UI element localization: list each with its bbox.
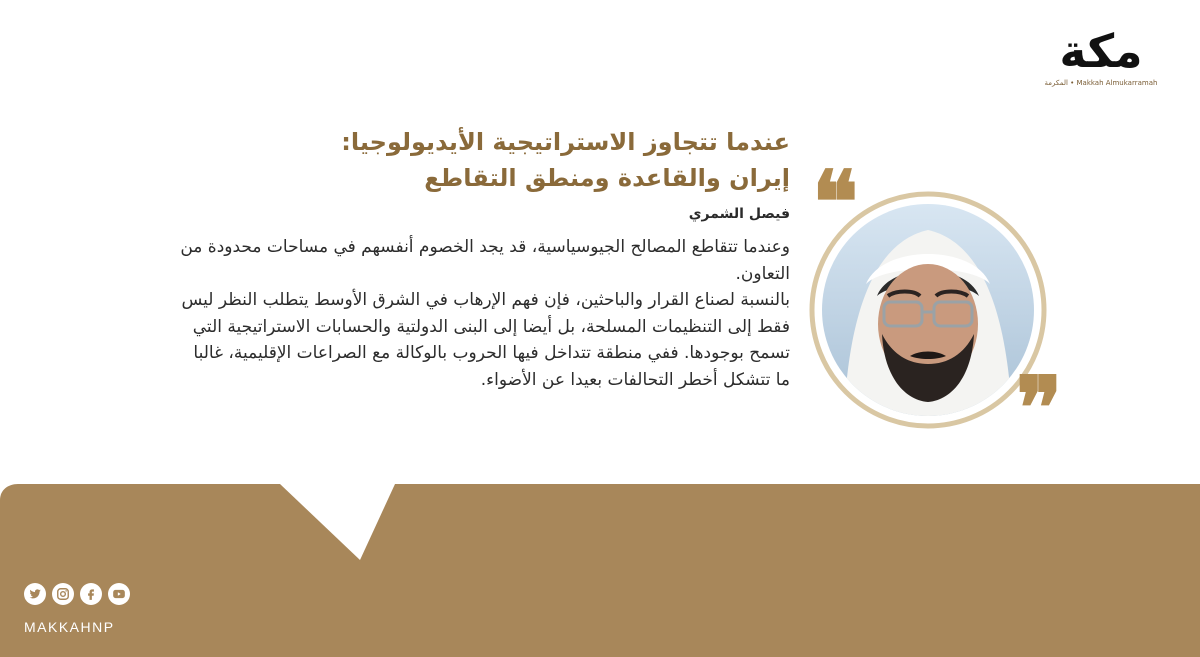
social-handle: MAKKAHNP (24, 619, 115, 635)
brand-logo (1040, 26, 1162, 92)
instagram-icon[interactable] (52, 583, 74, 605)
title-line-1: عندما تتجاوز الاستراتيجية الأيديولوجيا: (341, 128, 790, 156)
logo-subtitle: Makkah Almukarramah • المكرمة (1044, 79, 1158, 87)
title-line-2: إيران والقاعدة ومنطق التقاطع (424, 164, 790, 192)
social-links (24, 583, 130, 605)
open-quote-icon: ❝ (812, 152, 859, 253)
article-title (230, 124, 790, 196)
logo-wordmark: مكة (1059, 24, 1143, 78)
paragraph-2: بالنسبة لصناع القرار والباحثين، فإن فهم الإرهاب في الشرق الأوسط يتطلب النظر ليس فقط إلى التنظيمات المسلحة، بل أيضا إلى البنى الدولتية والحسابات الاستراتيجية التي تسمح بوجودها. ففي منطقة تتداخل فيها الحروب بالوكالة مع الصراعات الإقليمية، غالبا ما تتشكل أخطر التحالفات بعيدا عن الأضواء. (181, 290, 790, 390)
article-body (180, 234, 790, 393)
facebook-icon[interactable] (80, 583, 102, 605)
paragraph-1: وعندما تتقاطع المصالح الجيوسياسية، قد يجد الخصوم أنفسهم في مساحات محدودة من التعاون. (180, 237, 790, 284)
close-quote-icon: ❞ (1016, 358, 1063, 459)
youtube-icon[interactable] (108, 583, 130, 605)
author-name: فيصل الشمري (688, 206, 790, 222)
twitter-icon[interactable] (24, 583, 46, 605)
